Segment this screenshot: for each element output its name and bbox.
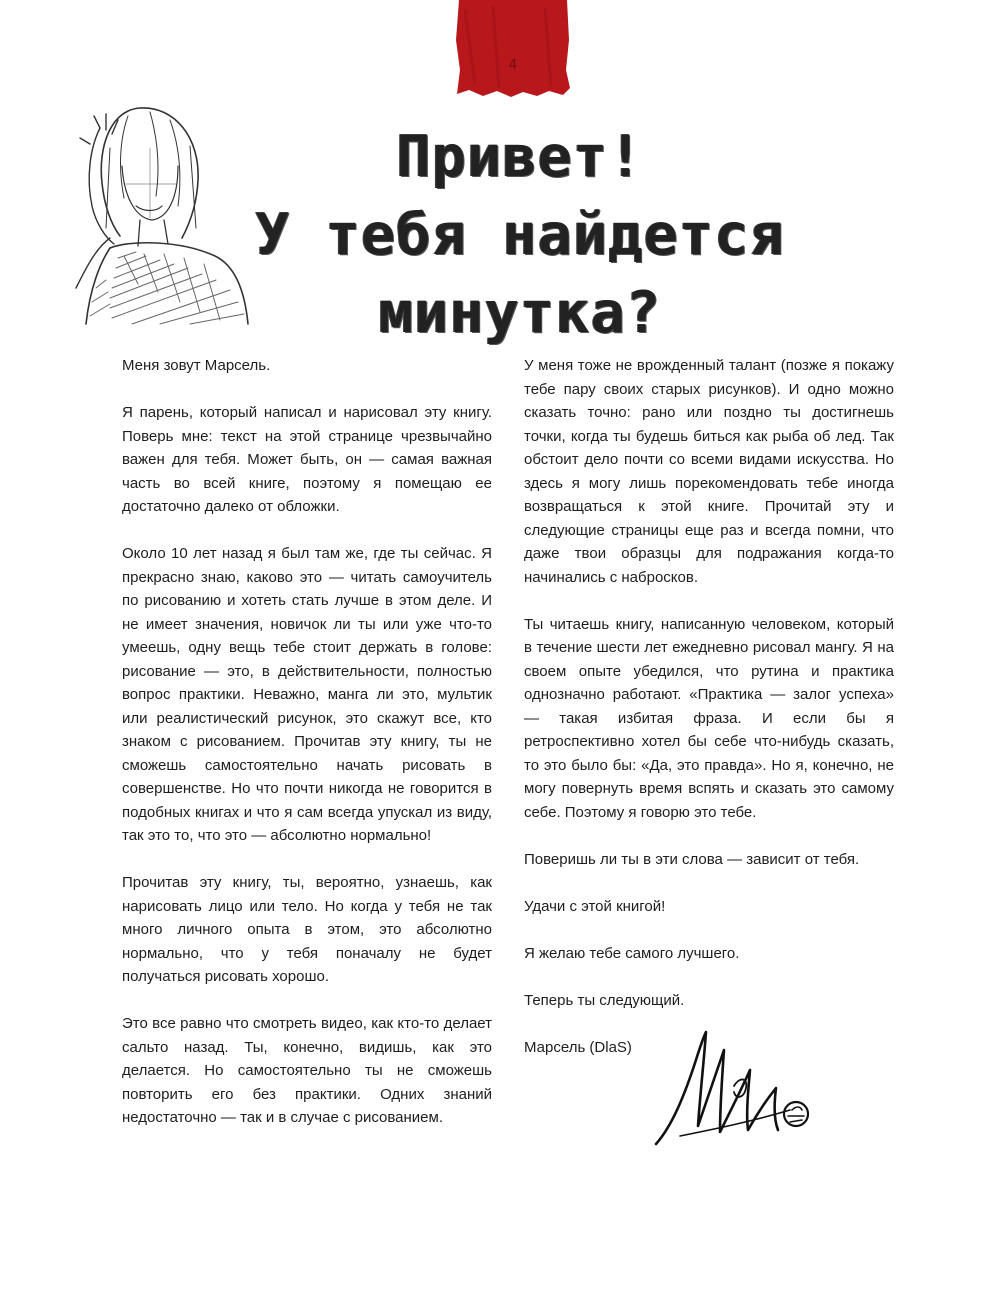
paragraph: Это все равно что смотреть видео, как кто-то делает сальто назад. Ты, конечно, видишь, как это делается. Но самостоятельно ты не сможешь повторить его без практики. Одних знаний недостаточно — так и в случае с рисованием. <box>122 1015 492 1126</box>
paragraph: Поверишь ли ты в эти слова — зависит от тебя. <box>524 850 860 868</box>
paragraph: Ты читаешь книгу, написанную человеком, который в течение шести лет ежедневно рисовал мангу. Я на своем опыте убедился, что рутина и практика однозначно работают. «Практика — залог успеха» — такая избитая фраза. И если бы я ретроспективно хотел бы себе что-нибудь сказать, то это было бы: «Да, это правда». Но я, конечно, не могу повернуть время вспять и сказать это самому себе. Поэтому я говорю это тебе. <box>524 615 894 821</box>
paragraph: Я желаю тебе самого лучшего. <box>524 944 740 962</box>
title-line-2: У тебя найдется <box>255 202 785 268</box>
paragraph: Я парень, который написал и нарисовал эту книгу. Поверь мне: текст на этой странице чрезвычайно важен для тебя. Может быть, он — самая важная часть во всей книге, поэтому я помещаю ее достаточно далеко от обложки. <box>122 404 492 515</box>
paragraph: У меня тоже не врожденный талант (позже я покажу тебе пару своих старых рисунков). И одно можно сказать точно: рано или поздно ты достигнешь точки, когда ты будешь биться как рыба об лед. Так обстоит дело почти со всеми видами искусства. Но здесь я могу лишь порекомендовать тебе иногда возвращаться к этой книге. Прочитай эту и следующие страницы еще раз и всегда помни, что даже твои образцы для подражания когда-то начинались с набросков. <box>524 357 894 586</box>
waving-character-sketch <box>40 88 260 328</box>
page-number: 4 <box>508 58 518 73</box>
right-column <box>524 354 894 1059</box>
signature <box>650 1026 820 1156</box>
page-tab <box>453 0 573 98</box>
paragraph: Теперь ты следующий. <box>524 991 685 1009</box>
title-line-1: Привет! <box>396 124 644 190</box>
title-line-3: минутка? <box>378 280 662 346</box>
paragraph: Около 10 лет назад я был там же, где ты сейчас. Я прекрасно знаю, каково это — читать самоучитель по рисованию и хотеть стать лучше в этом деле. И не имеет значения, новичок ли ты или уже что-то умеешь, одну вещь тебе стоит держать в голове: рисование — это, в действительности, полностью вопрос практики. Неважно, манга ли это, мультик или реалистический рисунок, это скажут все, кто знаком с рисованием. Прочитав эту книгу, ты не сможешь самостоятельно начать рисовать в совершенстве. Но что почти никогда не говорится в подобных книгах и что я сам всегда упускал из виду, так это то, что это — абсолютно нормально! <box>122 545 492 844</box>
paragraph: Меня зовут Марсель. <box>122 357 271 374</box>
waving-character-sketch-icon <box>40 88 260 328</box>
page-title <box>230 118 810 352</box>
author-name: Марсель (DlaS) <box>524 1038 632 1056</box>
handwritten-signature-icon <box>650 1026 820 1156</box>
left-column <box>122 354 492 1130</box>
red-brush-tab-icon <box>453 0 573 98</box>
paragraph: Удачи с этой книгой! <box>524 897 666 915</box>
paragraph: Прочитав эту книгу, ты, вероятно, узнаешь, как нарисовать лицо или тело. Но когда у тебя не так много личного опыта в этом, это абсолютно нормально, что у тебя поначалу не будет получаться рисовать хорошо. <box>122 874 492 985</box>
